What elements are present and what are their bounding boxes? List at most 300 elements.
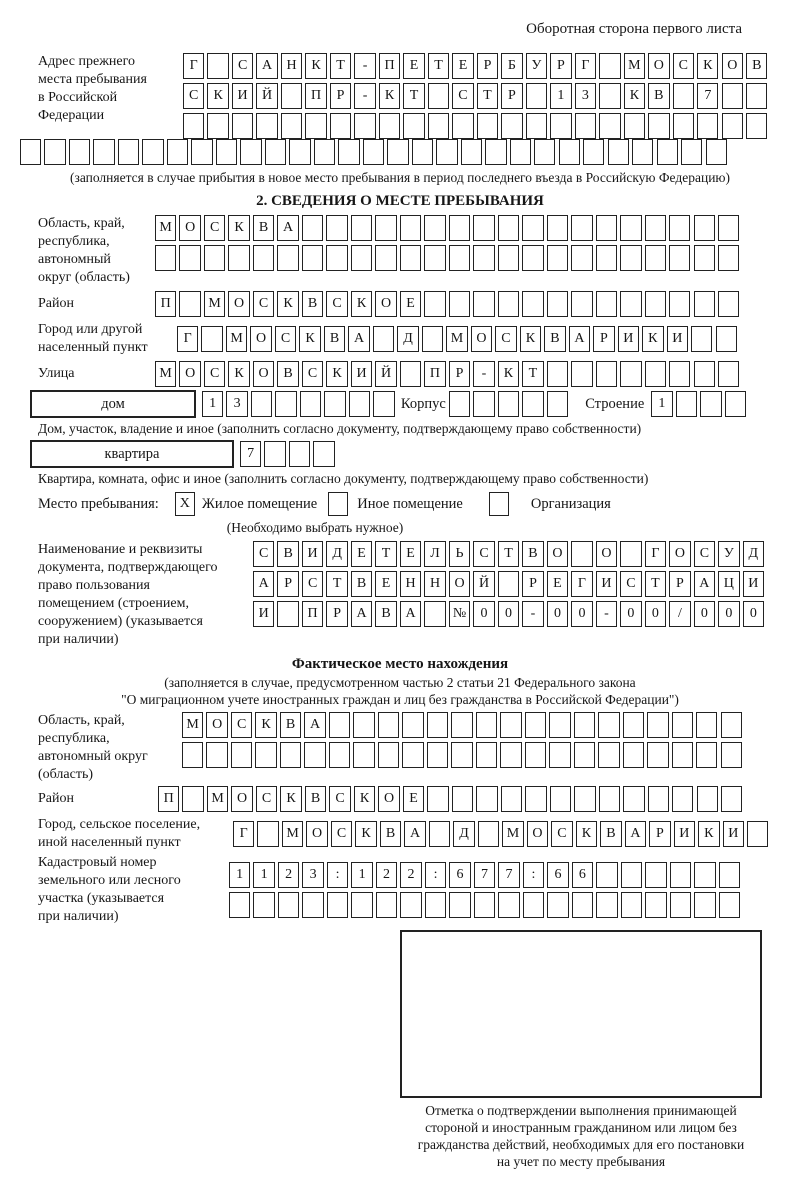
- char-cell[interactable]: [232, 113, 253, 139]
- char-cell[interactable]: [596, 862, 617, 888]
- char-cell[interactable]: [550, 113, 571, 139]
- char-cell[interactable]: [621, 862, 642, 888]
- char-cell[interactable]: [559, 139, 580, 165]
- char-cell[interactable]: Т: [428, 53, 449, 79]
- char-cell[interactable]: [449, 215, 470, 241]
- char-cell[interactable]: [523, 892, 544, 918]
- char-cell[interactable]: К: [207, 83, 228, 109]
- char-cell[interactable]: [182, 786, 203, 812]
- char-cell[interactable]: [525, 742, 546, 768]
- char-cell[interactable]: И: [351, 361, 372, 387]
- char-cell[interactable]: [700, 391, 721, 417]
- char-cell[interactable]: К: [228, 361, 249, 387]
- char-cell[interactable]: И: [743, 571, 764, 597]
- char-cell[interactable]: [672, 712, 693, 738]
- char-cell[interactable]: С: [183, 83, 204, 109]
- char-cell[interactable]: С: [204, 361, 225, 387]
- char-cell[interactable]: 6: [449, 862, 470, 888]
- char-cell[interactable]: О: [471, 326, 492, 352]
- char-cell[interactable]: [694, 361, 715, 387]
- char-cell[interactable]: В: [746, 53, 767, 79]
- char-cell[interactable]: [400, 892, 421, 918]
- char-cell[interactable]: Р: [550, 53, 571, 79]
- char-cell[interactable]: 0: [547, 601, 568, 627]
- char-cell[interactable]: [623, 742, 644, 768]
- char-cell[interactable]: С: [326, 291, 347, 317]
- char-cell[interactable]: В: [380, 821, 401, 847]
- char-cell[interactable]: А: [400, 601, 421, 627]
- char-cell[interactable]: Й: [256, 83, 277, 109]
- char-cell[interactable]: С: [275, 326, 296, 352]
- char-cell[interactable]: В: [277, 541, 298, 567]
- char-cell[interactable]: [691, 326, 712, 352]
- char-cell[interactable]: [721, 742, 742, 768]
- char-cell[interactable]: -: [522, 601, 543, 627]
- char-cell[interactable]: [620, 361, 641, 387]
- char-cell[interactable]: [526, 83, 547, 109]
- char-cell[interactable]: [44, 139, 65, 165]
- char-cell[interactable]: Й: [473, 571, 494, 597]
- char-cell[interactable]: [304, 742, 325, 768]
- char-cell[interactable]: К: [520, 326, 541, 352]
- char-cell[interactable]: 0: [694, 601, 715, 627]
- char-cell[interactable]: Р: [501, 83, 522, 109]
- char-cell[interactable]: К: [255, 712, 276, 738]
- char-cell[interactable]: С: [302, 571, 323, 597]
- char-cell[interactable]: Т: [645, 571, 666, 597]
- char-cell[interactable]: [354, 113, 375, 139]
- char-cell[interactable]: Г: [177, 326, 198, 352]
- char-cell[interactable]: С: [253, 291, 274, 317]
- char-cell[interactable]: Е: [403, 53, 424, 79]
- char-cell[interactable]: Р: [277, 571, 298, 597]
- char-cell[interactable]: [476, 742, 497, 768]
- char-cell[interactable]: Т: [403, 83, 424, 109]
- char-cell[interactable]: К: [351, 291, 372, 317]
- char-cell[interactable]: [281, 113, 302, 139]
- char-cell[interactable]: [449, 892, 470, 918]
- char-cell[interactable]: [231, 742, 252, 768]
- char-cell[interactable]: Ь: [449, 541, 470, 567]
- char-cell[interactable]: С: [673, 53, 694, 79]
- char-cell[interactable]: 0: [620, 601, 641, 627]
- char-cell[interactable]: [20, 139, 41, 165]
- char-cell[interactable]: [428, 113, 449, 139]
- char-cell[interactable]: [571, 215, 592, 241]
- char-cell[interactable]: [216, 139, 237, 165]
- char-cell[interactable]: [498, 892, 519, 918]
- char-cell[interactable]: В: [302, 291, 323, 317]
- char-cell[interactable]: С: [256, 786, 277, 812]
- char-cell[interactable]: [351, 892, 372, 918]
- char-cell[interactable]: В: [648, 83, 669, 109]
- char-cell[interactable]: [182, 742, 203, 768]
- char-cell[interactable]: [277, 601, 298, 627]
- char-cell[interactable]: Г: [571, 571, 592, 597]
- char-cell[interactable]: К: [354, 786, 375, 812]
- char-cell[interactable]: С: [620, 571, 641, 597]
- char-cell[interactable]: 1: [550, 83, 571, 109]
- char-cell[interactable]: М: [155, 361, 176, 387]
- char-cell[interactable]: [500, 742, 521, 768]
- char-cell[interactable]: 1: [202, 391, 223, 417]
- char-cell[interactable]: 0: [743, 601, 764, 627]
- char-cell[interactable]: №: [449, 601, 470, 627]
- char-cell[interactable]: [721, 786, 742, 812]
- char-cell[interactable]: Е: [400, 291, 421, 317]
- char-cell[interactable]: О: [253, 361, 274, 387]
- char-cell[interactable]: [645, 291, 666, 317]
- char-cell[interactable]: К: [355, 821, 376, 847]
- char-cell[interactable]: В: [280, 712, 301, 738]
- char-cell[interactable]: 0: [473, 601, 494, 627]
- char-cell[interactable]: П: [305, 83, 326, 109]
- char-cell[interactable]: [240, 139, 261, 165]
- stay-type-checkbox-organization[interactable]: [489, 492, 509, 516]
- char-cell[interactable]: И: [674, 821, 695, 847]
- char-cell[interactable]: [313, 441, 334, 467]
- char-cell[interactable]: [422, 326, 443, 352]
- char-cell[interactable]: О: [547, 541, 568, 567]
- char-cell[interactable]: [647, 742, 668, 768]
- char-cell[interactable]: В: [375, 601, 396, 627]
- char-cell[interactable]: [574, 786, 595, 812]
- char-cell[interactable]: [575, 113, 596, 139]
- char-cell[interactable]: Т: [498, 541, 519, 567]
- char-cell[interactable]: Д: [326, 541, 347, 567]
- char-cell[interactable]: [547, 361, 568, 387]
- char-cell[interactable]: О: [375, 291, 396, 317]
- char-cell[interactable]: [201, 326, 222, 352]
- char-cell[interactable]: [375, 245, 396, 271]
- char-cell[interactable]: [669, 291, 690, 317]
- char-cell[interactable]: [302, 215, 323, 241]
- char-cell[interactable]: А: [569, 326, 590, 352]
- char-cell[interactable]: -: [354, 83, 375, 109]
- char-cell[interactable]: М: [282, 821, 303, 847]
- char-cell[interactable]: И: [302, 541, 323, 567]
- char-cell[interactable]: [498, 215, 519, 241]
- char-cell[interactable]: Р: [522, 571, 543, 597]
- char-cell[interactable]: -: [354, 53, 375, 79]
- char-cell[interactable]: И: [618, 326, 639, 352]
- char-cell[interactable]: М: [226, 326, 247, 352]
- char-cell[interactable]: [501, 786, 522, 812]
- char-cell[interactable]: [376, 892, 397, 918]
- char-cell[interactable]: [694, 215, 715, 241]
- char-cell[interactable]: Д: [743, 541, 764, 567]
- char-cell[interactable]: О: [449, 571, 470, 597]
- char-cell[interactable]: [624, 113, 645, 139]
- char-cell[interactable]: [657, 139, 678, 165]
- char-cell[interactable]: [427, 712, 448, 738]
- char-cell[interactable]: [571, 541, 592, 567]
- char-cell[interactable]: Б: [501, 53, 522, 79]
- char-cell[interactable]: [623, 786, 644, 812]
- char-cell[interactable]: [338, 139, 359, 165]
- char-cell[interactable]: [424, 291, 445, 317]
- char-cell[interactable]: :: [523, 862, 544, 888]
- char-cell[interactable]: С: [331, 821, 352, 847]
- char-cell[interactable]: Т: [477, 83, 498, 109]
- char-cell[interactable]: [264, 441, 285, 467]
- char-cell[interactable]: [645, 892, 666, 918]
- char-cell[interactable]: [648, 113, 669, 139]
- stay-type-checkbox-other[interactable]: [328, 492, 348, 516]
- char-cell[interactable]: С: [253, 541, 274, 567]
- char-cell[interactable]: Т: [522, 361, 543, 387]
- char-cell[interactable]: П: [155, 291, 176, 317]
- char-cell[interactable]: П: [379, 53, 400, 79]
- char-cell[interactable]: Т: [326, 571, 347, 597]
- char-cell[interactable]: [379, 113, 400, 139]
- char-cell[interactable]: В: [544, 326, 565, 352]
- char-cell[interactable]: [326, 215, 347, 241]
- char-cell[interactable]: [670, 892, 691, 918]
- char-cell[interactable]: Р: [330, 83, 351, 109]
- char-cell[interactable]: [461, 139, 482, 165]
- char-cell[interactable]: Д: [453, 821, 474, 847]
- char-cell[interactable]: К: [277, 291, 298, 317]
- char-cell[interactable]: 3: [302, 862, 323, 888]
- char-cell[interactable]: Е: [375, 571, 396, 597]
- char-cell[interactable]: [353, 712, 374, 738]
- char-cell[interactable]: [598, 742, 619, 768]
- char-cell[interactable]: [696, 742, 717, 768]
- char-cell[interactable]: Р: [593, 326, 614, 352]
- char-cell[interactable]: [373, 326, 394, 352]
- char-cell[interactable]: [672, 742, 693, 768]
- char-cell[interactable]: С: [452, 83, 473, 109]
- char-cell[interactable]: [183, 113, 204, 139]
- char-cell[interactable]: А: [253, 571, 274, 597]
- char-cell[interactable]: [598, 712, 619, 738]
- char-cell[interactable]: К: [576, 821, 597, 847]
- char-cell[interactable]: О: [722, 53, 743, 79]
- char-cell[interactable]: [574, 742, 595, 768]
- char-cell[interactable]: [281, 83, 302, 109]
- char-cell[interactable]: К: [642, 326, 663, 352]
- char-cell[interactable]: В: [522, 541, 543, 567]
- char-cell[interactable]: С: [302, 361, 323, 387]
- char-cell[interactable]: [485, 139, 506, 165]
- char-cell[interactable]: А: [256, 53, 277, 79]
- char-cell[interactable]: [302, 892, 323, 918]
- char-cell[interactable]: Т: [330, 53, 351, 79]
- char-cell[interactable]: [510, 139, 531, 165]
- char-cell[interactable]: [228, 245, 249, 271]
- char-cell[interactable]: И: [667, 326, 688, 352]
- char-cell[interactable]: [400, 361, 421, 387]
- char-cell[interactable]: В: [351, 571, 372, 597]
- char-cell[interactable]: [207, 113, 228, 139]
- char-cell[interactable]: [449, 245, 470, 271]
- char-cell[interactable]: 2: [278, 862, 299, 888]
- stay-type-checkbox-residential[interactable]: X: [175, 492, 195, 516]
- char-cell[interactable]: У: [526, 53, 547, 79]
- char-cell[interactable]: [501, 113, 522, 139]
- char-cell[interactable]: [522, 291, 543, 317]
- char-cell[interactable]: [436, 139, 457, 165]
- char-cell[interactable]: О: [527, 821, 548, 847]
- char-cell[interactable]: [645, 361, 666, 387]
- char-cell[interactable]: [571, 291, 592, 317]
- char-cell[interactable]: [596, 892, 617, 918]
- char-cell[interactable]: [330, 113, 351, 139]
- char-cell[interactable]: [596, 361, 617, 387]
- char-cell[interactable]: [476, 712, 497, 738]
- char-cell[interactable]: [375, 215, 396, 241]
- char-cell[interactable]: -: [473, 361, 494, 387]
- char-cell[interactable]: [718, 291, 739, 317]
- char-cell[interactable]: П: [424, 361, 445, 387]
- char-cell[interactable]: [549, 712, 570, 738]
- char-cell[interactable]: 6: [547, 862, 568, 888]
- char-cell[interactable]: В: [277, 361, 298, 387]
- char-cell[interactable]: К: [228, 215, 249, 241]
- char-cell[interactable]: [681, 139, 702, 165]
- char-cell[interactable]: [327, 892, 348, 918]
- char-cell[interactable]: [670, 862, 691, 888]
- char-cell[interactable]: Р: [326, 601, 347, 627]
- char-cell[interactable]: [669, 245, 690, 271]
- char-cell[interactable]: [429, 821, 450, 847]
- char-cell[interactable]: [302, 245, 323, 271]
- char-cell[interactable]: 3: [226, 391, 247, 417]
- char-cell[interactable]: [324, 391, 345, 417]
- char-cell[interactable]: [314, 139, 335, 165]
- char-cell[interactable]: [449, 391, 470, 417]
- char-cell[interactable]: [403, 113, 424, 139]
- char-cell[interactable]: [599, 113, 620, 139]
- char-cell[interactable]: [378, 712, 399, 738]
- char-cell[interactable]: [645, 862, 666, 888]
- char-cell[interactable]: [452, 113, 473, 139]
- char-cell[interactable]: [526, 113, 547, 139]
- char-cell[interactable]: [719, 892, 740, 918]
- char-cell[interactable]: [718, 245, 739, 271]
- char-cell[interactable]: [473, 215, 494, 241]
- char-cell[interactable]: [718, 361, 739, 387]
- char-cell[interactable]: 0: [718, 601, 739, 627]
- char-cell[interactable]: [265, 139, 286, 165]
- char-cell[interactable]: [596, 215, 617, 241]
- char-cell[interactable]: [697, 113, 718, 139]
- char-cell[interactable]: [672, 786, 693, 812]
- char-cell[interactable]: [522, 245, 543, 271]
- char-cell[interactable]: Н: [424, 571, 445, 597]
- char-cell[interactable]: К: [379, 83, 400, 109]
- char-cell[interactable]: [572, 892, 593, 918]
- char-cell[interactable]: [329, 712, 350, 738]
- char-cell[interactable]: [427, 786, 448, 812]
- char-cell[interactable]: С: [232, 53, 253, 79]
- char-cell[interactable]: [550, 786, 571, 812]
- char-cell[interactable]: [648, 786, 669, 812]
- char-cell[interactable]: [427, 742, 448, 768]
- char-cell[interactable]: [694, 291, 715, 317]
- char-cell[interactable]: [498, 391, 519, 417]
- char-cell[interactable]: [696, 712, 717, 738]
- char-cell[interactable]: [620, 245, 641, 271]
- char-cell[interactable]: [669, 361, 690, 387]
- char-cell[interactable]: [725, 391, 746, 417]
- char-cell[interactable]: Ц: [718, 571, 739, 597]
- char-cell[interactable]: [623, 712, 644, 738]
- char-cell[interactable]: [400, 245, 421, 271]
- char-cell[interactable]: К: [305, 53, 326, 79]
- char-cell[interactable]: [329, 742, 350, 768]
- char-cell[interactable]: :: [425, 862, 446, 888]
- char-cell[interactable]: [326, 245, 347, 271]
- char-cell[interactable]: [694, 892, 715, 918]
- char-cell[interactable]: [596, 291, 617, 317]
- char-cell[interactable]: С: [551, 821, 572, 847]
- char-cell[interactable]: К: [280, 786, 301, 812]
- char-cell[interactable]: [547, 291, 568, 317]
- char-cell[interactable]: [549, 742, 570, 768]
- char-cell[interactable]: [525, 786, 546, 812]
- char-cell[interactable]: 7: [474, 862, 495, 888]
- char-cell[interactable]: -: [596, 601, 617, 627]
- char-cell[interactable]: [256, 113, 277, 139]
- char-cell[interactable]: [142, 139, 163, 165]
- char-cell[interactable]: [571, 245, 592, 271]
- char-cell[interactable]: О: [250, 326, 271, 352]
- char-cell[interactable]: С: [694, 541, 715, 567]
- char-cell[interactable]: [402, 742, 423, 768]
- char-cell[interactable]: 2: [400, 862, 421, 888]
- char-cell[interactable]: [449, 291, 470, 317]
- char-cell[interactable]: [289, 139, 310, 165]
- char-cell[interactable]: [473, 391, 494, 417]
- char-cell[interactable]: [697, 786, 718, 812]
- char-cell[interactable]: Р: [649, 821, 670, 847]
- char-cell[interactable]: [300, 391, 321, 417]
- char-cell[interactable]: [424, 215, 445, 241]
- char-cell[interactable]: М: [207, 786, 228, 812]
- char-cell[interactable]: 7: [697, 83, 718, 109]
- char-cell[interactable]: С: [495, 326, 516, 352]
- char-cell[interactable]: [473, 245, 494, 271]
- char-cell[interactable]: 6: [572, 862, 593, 888]
- char-cell[interactable]: [428, 83, 449, 109]
- char-cell[interactable]: Г: [233, 821, 254, 847]
- char-cell[interactable]: М: [502, 821, 523, 847]
- char-cell[interactable]: Р: [449, 361, 470, 387]
- char-cell[interactable]: М: [155, 215, 176, 241]
- char-cell[interactable]: [525, 712, 546, 738]
- char-cell[interactable]: С: [204, 215, 225, 241]
- char-cell[interactable]: И: [723, 821, 744, 847]
- char-cell[interactable]: Г: [575, 53, 596, 79]
- char-cell[interactable]: [305, 113, 326, 139]
- char-cell[interactable]: К: [697, 53, 718, 79]
- char-cell[interactable]: [694, 862, 715, 888]
- char-cell[interactable]: Л: [424, 541, 445, 567]
- char-cell[interactable]: [673, 113, 694, 139]
- char-cell[interactable]: [620, 215, 641, 241]
- char-cell[interactable]: [621, 892, 642, 918]
- char-cell[interactable]: [498, 245, 519, 271]
- char-cell[interactable]: И: [253, 601, 274, 627]
- char-cell[interactable]: [477, 113, 498, 139]
- char-cell[interactable]: Т: [375, 541, 396, 567]
- char-cell[interactable]: [280, 742, 301, 768]
- char-cell[interactable]: О: [179, 361, 200, 387]
- char-cell[interactable]: В: [324, 326, 345, 352]
- char-cell[interactable]: П: [158, 786, 179, 812]
